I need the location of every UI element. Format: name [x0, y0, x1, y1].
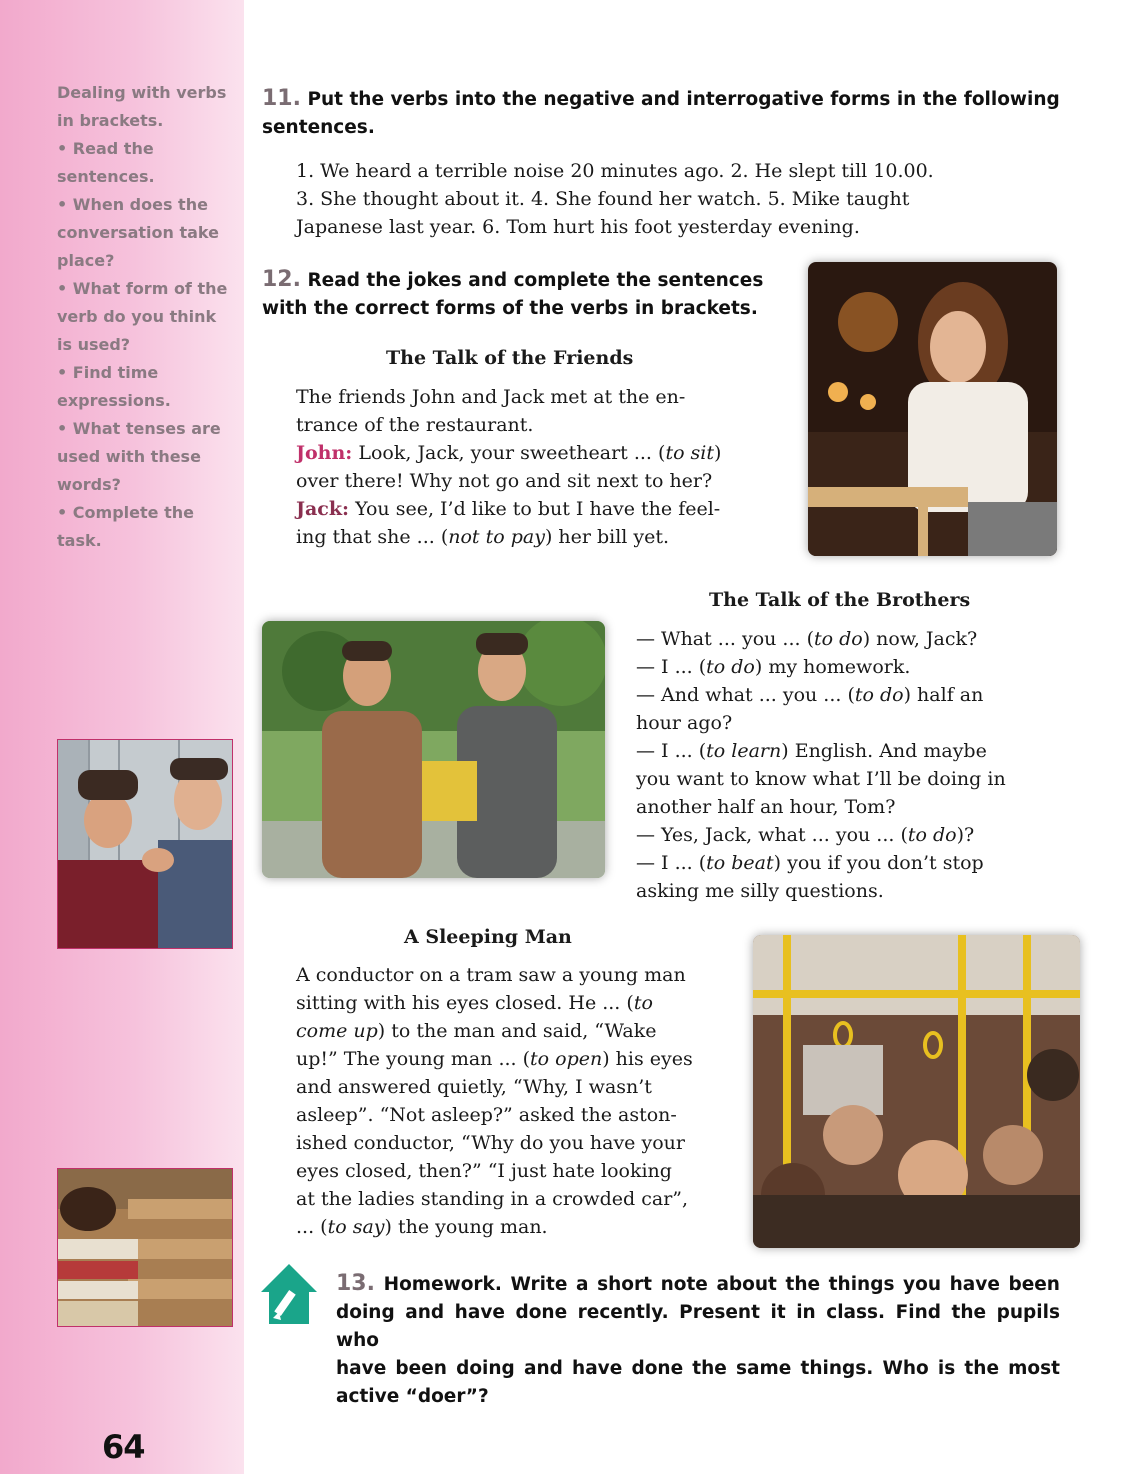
dialogue-line — [636, 849, 1060, 877]
verb-prompt: to — [633, 992, 653, 1014]
verb-prompt: to learn — [706, 740, 782, 762]
task-instruction-line: Homework. Write a short note about the things you have been — [383, 1274, 1060, 1295]
text-fragment: Look, Jack, your sweetheart ... ( — [352, 442, 666, 464]
joke-1-text — [296, 383, 776, 551]
task-12-instruction — [262, 266, 802, 323]
brothers-photo — [262, 621, 605, 878]
dialogue-line — [636, 681, 1060, 709]
girl-cafe-illustration — [808, 262, 1057, 556]
text-fragment: You see, I’d like to but I have the feel- — [349, 498, 721, 520]
dialogue-line — [636, 625, 1060, 653]
text-fragment: ) now, Jack? — [862, 628, 978, 650]
sidebar-line: conversation take — [57, 223, 219, 242]
page-number: 64 — [102, 1428, 145, 1466]
dialogue-line — [296, 439, 776, 467]
sidebar-line: verb do you think — [57, 307, 217, 326]
brothers-illustration — [262, 621, 605, 878]
text-line: ished conductor, “Why do you have your — [296, 1132, 685, 1154]
text-fragment: — And what ... you ... ( — [636, 684, 855, 706]
verb-prompt: to sit — [665, 442, 715, 464]
house-pencil-icon — [259, 1262, 333, 1326]
text-fragment: — What ... you ... ( — [636, 628, 814, 650]
task-11-sentences — [296, 157, 1060, 241]
girl-cafe-photo — [808, 262, 1057, 556]
sidebar-line: • When does the — [57, 195, 208, 214]
text-line: A conductor on a tram saw a young man — [296, 964, 686, 986]
text-fragment: sitting with his eyes closed. He ... ( — [296, 992, 634, 1014]
boys-fighting-photo — [57, 739, 233, 949]
text-fragment: ) the young man. — [384, 1216, 548, 1238]
dialogue-line — [636, 653, 1060, 681]
task-instruction-line: Read the jokes and complete the sentences — [307, 270, 764, 291]
sidebar-line: • Read the — [57, 139, 154, 158]
text-fragment: — I ... ( — [636, 852, 707, 874]
task-11-instruction — [262, 85, 1060, 142]
text-fragment: ing that she ... ( — [296, 526, 449, 548]
joke-2-title: The Talk of the Brothers — [709, 589, 971, 611]
sidebar-line: • What tenses are — [57, 419, 221, 438]
task-instruction-line: with the correct forms of the verbs in brackets. — [262, 298, 758, 319]
text-fragment: up!” The young man ... ( — [296, 1048, 531, 1070]
sidebar-line: • Complete the — [57, 503, 194, 522]
text-line — [296, 523, 776, 551]
text-line — [296, 1017, 724, 1045]
task-number: 13. — [336, 1271, 375, 1296]
verb-prompt: to beat — [706, 852, 774, 874]
text-fragment: ) to the man and said, “Wake — [377, 1020, 657, 1042]
task-number: 11. — [262, 86, 301, 111]
sidebar-line: • Find time — [57, 363, 159, 382]
boys-fighting-illustration — [58, 740, 232, 948]
text-line: hour ago? — [636, 712, 733, 734]
sidebar — [0, 0, 244, 1474]
sidebar-hints — [57, 79, 237, 555]
text-fragment: — I ... ( — [636, 656, 707, 678]
joke-3-title: A Sleeping Man — [404, 926, 572, 948]
text-fragment: ) English. And maybe — [781, 740, 987, 762]
tram-crowd-illustration — [753, 935, 1080, 1248]
girl-library-illustration — [58, 1169, 232, 1326]
task-instruction-line: active “doer”? — [336, 1386, 489, 1407]
text-line: at the ladies standing in a crowded car”, — [296, 1188, 689, 1210]
text-fragment: — I ... ( — [636, 740, 707, 762]
joke-2-text — [636, 625, 1060, 905]
text-line — [296, 1213, 724, 1241]
verb-prompt: to do — [814, 628, 863, 650]
dialogue-line — [636, 821, 1060, 849]
sidebar-line: expressions. — [57, 391, 171, 410]
text-fragment: ) you if you don’t stop — [773, 852, 984, 874]
text-fragment: ) my homework. — [754, 656, 911, 678]
sidebar-line: task. — [57, 531, 102, 550]
verb-prompt: to open — [530, 1048, 603, 1070]
verb-prompt: to do — [854, 684, 904, 706]
sidebar-line: place? — [57, 251, 115, 270]
text-line: another half an hour, Tom? — [636, 796, 896, 818]
text-line: asking me silly questions. — [636, 880, 884, 902]
text-fragment: ) his eyes — [602, 1048, 693, 1070]
text-fragment: ... ( — [296, 1216, 328, 1238]
sidebar-line: sentences. — [57, 167, 155, 186]
sentence-line: Japanese last year. 6. Tom hurt his foot yesterday evening. — [296, 216, 860, 238]
verb-prompt: come up — [296, 1020, 378, 1042]
sidebar-line: • What form of the — [57, 279, 228, 298]
task-instruction-line: have been doing and have done the same things. Who is the most — [336, 1358, 1060, 1379]
text-fragment: ) half an — [903, 684, 984, 706]
sidebar-line: in brackets. — [57, 111, 164, 130]
verb-prompt: not to pay — [448, 526, 545, 548]
sidebar-line: words? — [57, 475, 121, 494]
text-line: asleep”. “Not asleep?” asked the aston- — [296, 1104, 677, 1126]
dialogue-line — [636, 737, 1060, 765]
verb-prompt: to do — [907, 824, 957, 846]
joke-1-title: The Talk of the Friends — [386, 347, 634, 369]
sidebar-line: is used? — [57, 335, 131, 354]
text-line: eyes closed, then?” “I just hate looking — [296, 1160, 672, 1182]
joke-3-text — [296, 961, 724, 1241]
task-number: 12. — [262, 267, 301, 292]
task-instruction-line: doing and have done recently. Present it in class. Find the pupils who — [336, 1302, 1060, 1351]
text-line: and answered quietly, “Why, I wasn’t — [296, 1076, 652, 1098]
task-13-instruction — [336, 1270, 1060, 1411]
text-fragment: )? — [956, 824, 975, 846]
text-fragment: ) her bill yet. — [544, 526, 670, 548]
verb-prompt: to do — [706, 656, 755, 678]
text-fragment: ) — [714, 442, 722, 464]
text-line: you want to know what I’ll be doing in — [636, 768, 1006, 790]
verb-prompt: to say — [327, 1216, 385, 1238]
sentence-line: 3. She thought about it. 4. She found her watch. 5. Mike taught — [296, 188, 910, 210]
text-line — [296, 1045, 724, 1073]
speaker-jack: Jack: — [296, 498, 350, 520]
text-fragment: — Yes, Jack, what ... you ... ( — [636, 824, 908, 846]
text-line: The friends John and Jack met at the en- — [296, 386, 686, 408]
tram-crowd-photo — [753, 935, 1080, 1248]
sentence-line: 1. We heard a terrible noise 20 minutes ago. 2. He slept till 10.00. — [296, 160, 934, 182]
speaker-john: John: — [296, 442, 353, 464]
girl-library-photo — [57, 1168, 233, 1327]
text-line — [296, 989, 724, 1017]
dialogue-line — [296, 495, 776, 523]
task-instruction: Put the verbs into the negative and interrogative forms in the following sentences. — [262, 89, 1060, 138]
text-line: trance of the restaurant. — [296, 414, 534, 436]
text-line: over there! Why not go and sit next to her? — [296, 470, 713, 492]
sidebar-line: Dealing with verbs — [57, 83, 227, 102]
sidebar-line: used with these — [57, 447, 201, 466]
